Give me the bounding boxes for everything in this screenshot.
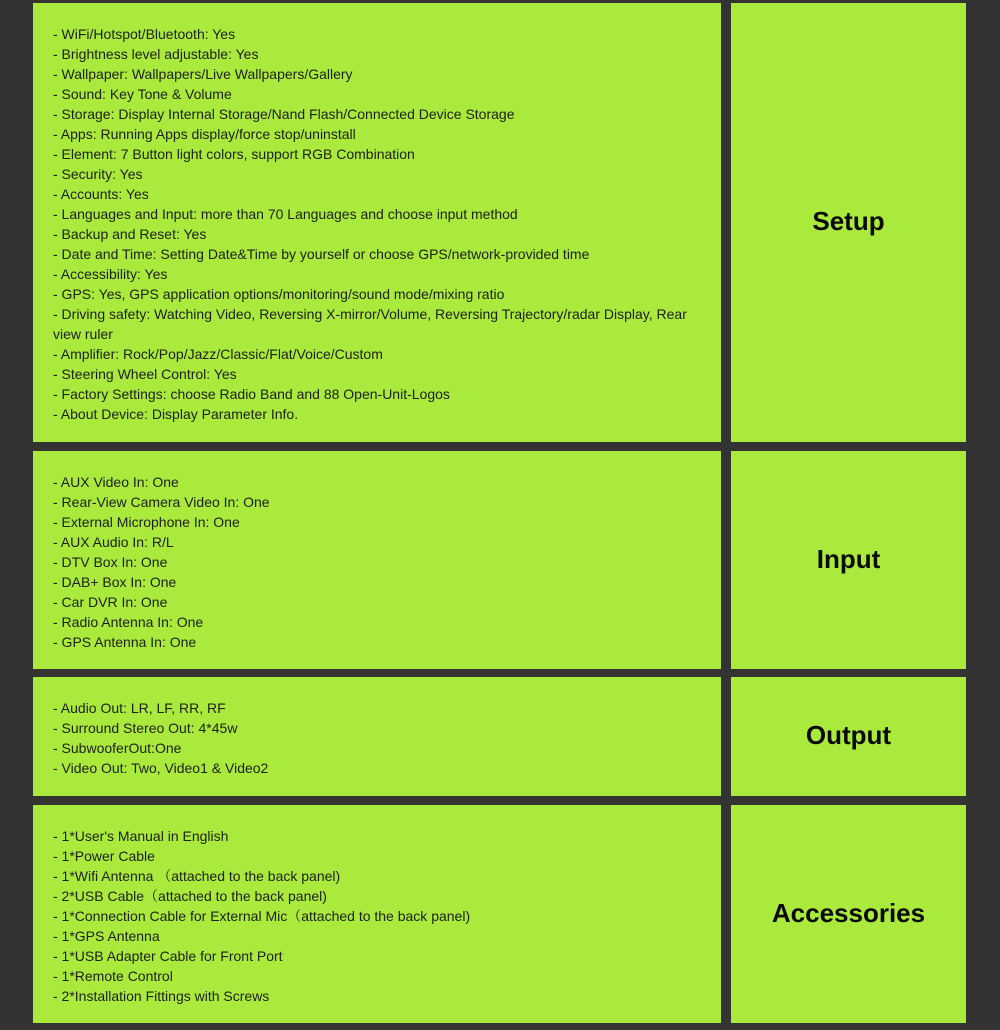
spec-line: - Brightness level adjustable: Yes <box>53 46 259 62</box>
spec-line: - Car DVR In: One <box>53 594 168 610</box>
input-label-cell <box>731 451 966 669</box>
spec-line: - GPS Antenna In: One <box>53 634 197 650</box>
section-title-input: Input <box>816 543 881 574</box>
section-title-output: Output <box>805 720 892 750</box>
spec-line: - Accounts: Yes <box>53 186 149 202</box>
spec-line: - 1*Wifi Antenna （attached to the back panel) <box>53 868 341 884</box>
spec-line: - Date and Time: Setting Date&Time by yourself or choose GPS/network-provided time <box>53 246 590 262</box>
section-title-accessories: Accessories <box>771 897 926 928</box>
accessories-spec-list <box>33 805 721 1023</box>
spec-line: - Surround Stereo Out: 4*45w <box>53 720 238 736</box>
accessories-label-cell <box>731 805 966 1023</box>
spec-line: - Element: 7 Button light colors, support RGB Combination <box>53 146 415 162</box>
spec-line: - Wallpaper: Wallpapers/Live Wallpapers/Gallery <box>53 66 353 82</box>
spec-line: - AUX Audio In: R/L <box>53 534 174 550</box>
spec-line: - DAB+ Box In: One <box>53 574 177 590</box>
spec-line: - Factory Settings: choose Radio Band and 88 Open-Unit-Logos <box>53 386 450 402</box>
output-spec-list <box>33 677 721 796</box>
spec-line: - 2*Installation Fittings with Screws <box>53 988 270 1004</box>
spec-line: - GPS: Yes, GPS application options/monitoring/sound mode/mixing ratio <box>53 286 505 302</box>
spec-line: - 1*Remote Control <box>53 968 173 984</box>
spec-line: - SubwooferOut:One <box>53 740 182 756</box>
spec-line: - DTV Box In: One <box>53 554 168 570</box>
spec-line: - 1*User's Manual in English <box>53 828 229 844</box>
spec-line: - About Device: Display Parameter Info. <box>53 406 299 422</box>
spec-line: - Audio Out: LR, LF, RR, RF <box>53 700 226 716</box>
spec-line: - 2*USB Cable（attached to the back panel) <box>53 888 327 904</box>
spec-line: - Video Out: Two, Video1 & Video2 <box>53 760 269 776</box>
spec-line: - 1*USB Adapter Cable for Front Port <box>53 948 283 964</box>
spec-line: - Amplifier: Rock/Pop/Jazz/Classic/Flat/Voice/Custom <box>53 346 383 362</box>
setup-spec-list <box>33 3 721 442</box>
spec-line: - Rear-View Camera Video In: One <box>53 494 270 510</box>
spec-line: - WiFi/Hotspot/Bluetooth: Yes <box>53 26 236 42</box>
section-title-setup: Setup <box>812 206 885 236</box>
spec-line: - Sound: Key Tone & Volume <box>53 86 232 102</box>
spec-line: - 1*Power Cable <box>53 848 155 864</box>
spec-line: - Accessibility: Yes <box>53 266 168 282</box>
spec-line: - Steering Wheel Control: Yes <box>53 366 237 382</box>
spec-line: - Backup and Reset: Yes <box>53 226 207 242</box>
spec-line: - 1*Connection Cable for External Mic（attached to the back panel) <box>53 908 471 924</box>
input-spec-list <box>33 451 721 669</box>
output-label-cell <box>731 677 966 796</box>
spec-line: - Apps: Running Apps display/force stop/uninstall <box>53 126 356 142</box>
spec-line: - Radio Antenna In: One <box>53 614 204 630</box>
setup-label-cell <box>731 3 966 442</box>
spec-line: - Security: Yes <box>53 166 143 182</box>
spec-line: - Languages and Input: more than 70 Languages and choose input method <box>53 206 518 222</box>
spec-line: - Driving safety: Watching Video, Reversing X-mirror/Volume, Reversing Trajectory/radar Display, Rear view ruler <box>53 306 687 342</box>
spec-line: - AUX Video In: One <box>53 474 179 490</box>
spec-line: - Storage: Display Internal Storage/Nand Flash/Connected Device Storage <box>53 106 515 122</box>
spec-line: - 1*GPS Antenna <box>53 928 160 944</box>
spec-line: - External Microphone In: One <box>53 514 240 530</box>
